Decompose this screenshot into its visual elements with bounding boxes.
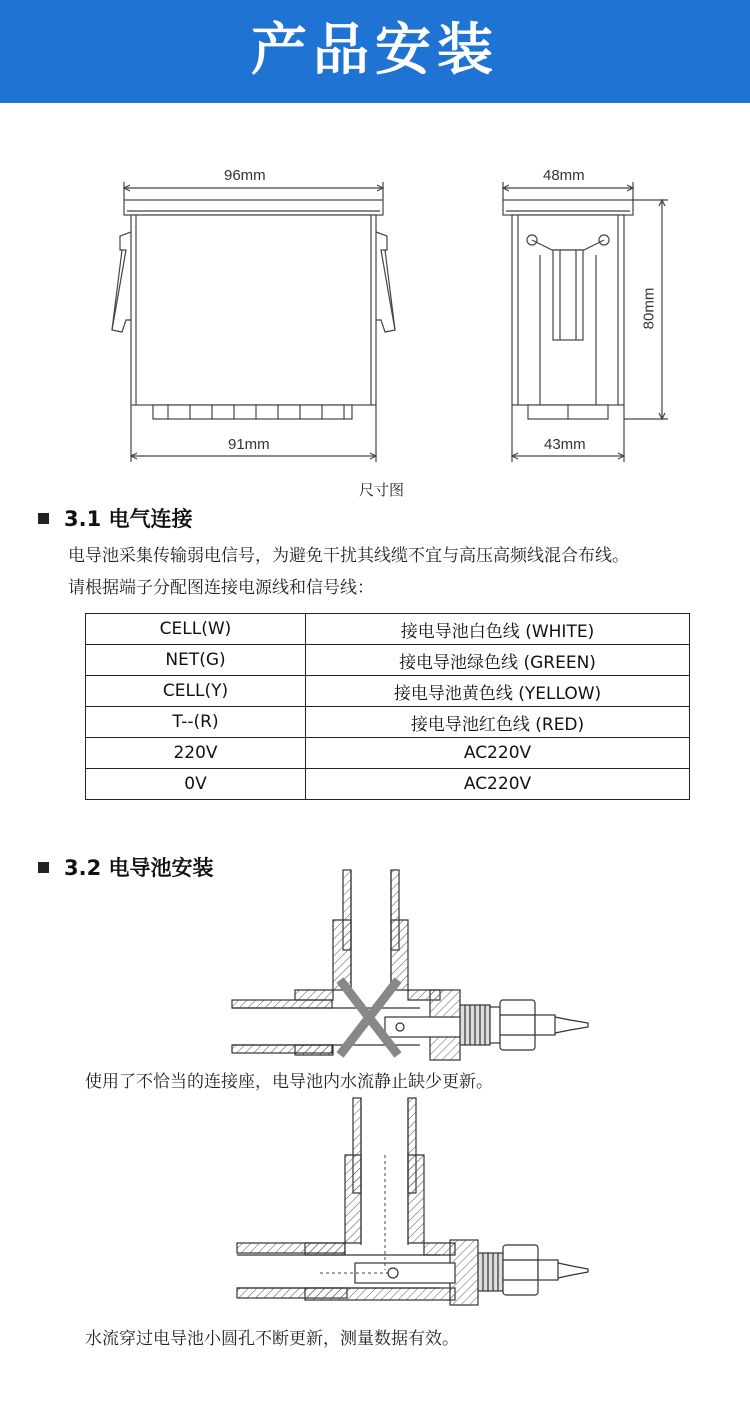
terminal-cell: 0V [86,769,306,800]
front-width-bottom-label: 91mm [228,436,270,453]
dimension-caption: 尺寸图 [359,481,405,499]
terminal-cell: CELL(Y) [86,676,306,707]
description-cell: AC220V [306,738,690,769]
electrical-paragraph-line1: 电导池采集传输弱电信号，为避免干扰其线缆不宜与高压高频线混合布线。 [68,546,629,566]
terminal-cell: T--(R) [86,707,306,738]
wrong-install-drawing [0,865,750,1065]
page-title: 产品安装 [251,18,499,83]
side-width-top-label: 48mm [543,167,585,184]
terminal-cell: NET(G) [86,645,306,676]
front-width-top-label: 96mm [224,167,266,184]
description-cell: AC220V [306,769,690,800]
table-row [86,614,690,645]
side-height-label: 80mm [640,287,658,330]
terminal-table [85,613,690,800]
description-cell: 接电导池红色线 (RED) [306,707,690,738]
side-width-bottom-label: 43mm [544,436,586,453]
description-cell: 接电导池白色线 (WHITE) [306,614,690,645]
correct-install-drawing [0,1095,750,1345]
table-row [86,769,690,800]
section-electrical-title: 3.1 电气连接 [64,507,193,531]
bullet-square-icon [38,513,49,524]
terminal-cell: 220V [86,738,306,769]
section-install-title: 3.2 电导池安装 [64,856,214,880]
table-row [86,676,690,707]
table-row [86,707,690,738]
wrong-install-caption: 使用了不恰当的连接座，电导池内水流静止缺少更新。 [85,1072,493,1092]
terminal-cell: CELL(W) [86,614,306,645]
front-view-drawing [0,0,750,500]
table-row [86,738,690,769]
correct-install-caption: 水流穿过电导池小圆孔不断更新，测量数据有效。 [85,1329,459,1349]
description-cell: 接电导池绿色线 (GREEN) [306,645,690,676]
description-cell: 接电导池黄色线 (YELLOW) [306,676,690,707]
electrical-paragraph-line2: 请根据端子分配图连接电源线和信号线： [68,578,374,598]
table-row [86,645,690,676]
